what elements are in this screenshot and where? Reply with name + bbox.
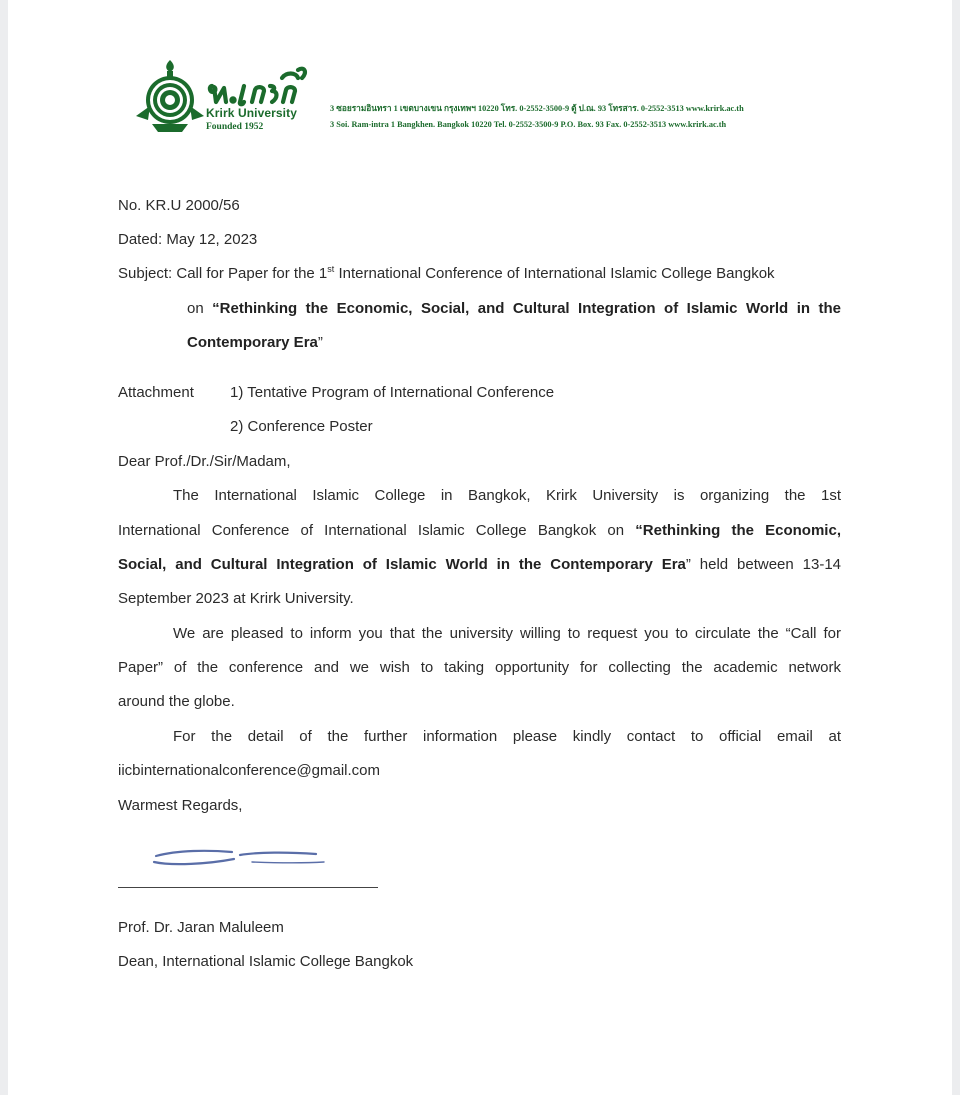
subject-on: on [187, 300, 213, 317]
subject-line-3 [187, 326, 323, 360]
letterhead [8, 0, 952, 150]
conference-theme: “Rethinking the Economic, Social, and Cultural Integration of Islamic World in the [212, 300, 841, 317]
conference-theme-end: Contemporary Era [187, 334, 318, 351]
letter-page [8, 0, 952, 1095]
signer-name: Prof. Dr. Jaran Maluleem [118, 919, 284, 936]
attachment-item-1: 1) Tentative Program of International Conference [230, 384, 555, 401]
p1-text: International Conference of International Islamic College Bangkok on [118, 522, 636, 539]
address-thai: 3 ซอยรามอินทรา 1 เขตบางเขน กรุงเทพฯ 10220 โทร. 0-2552-3500-9 ตู้ ป.ณ. 93 โทรสาร. 0-2552-3513 www.krirk.ac.th [330, 104, 744, 113]
university-thai-wordmark [206, 60, 310, 108]
paragraph-2-line-1: We are pleased to inform you that the university willing to request you to circulate the “Call for [173, 625, 841, 642]
subject-line-2 [187, 292, 841, 326]
university-name: Krirk University [206, 106, 297, 120]
attachment-item-2: 2) Conference Poster [230, 418, 373, 435]
subject-text-cont: International Conference of International Islamic College Bangkok [334, 265, 775, 282]
address-english: 3 Soi. Ram-intra 1 Bangkhen. Bangkok 10220 Tel. 0-2552-3500-9 P.O. Box. 93 Fax. 0-2552-3513 www.krirk.ac.th [330, 120, 727, 129]
university-seal-logo [134, 58, 206, 136]
subject-line [118, 257, 775, 291]
paragraph-1-line-3 [118, 548, 841, 582]
closing: Warmest Regards, [118, 797, 243, 814]
p1-dates: ” held between 13-14 [685, 556, 841, 573]
contact-email: iicbinternationalconference@gmail.com [118, 762, 381, 779]
paragraph-1-line-4: September 2023 at Krirk University. [118, 590, 354, 607]
paragraph-2-line-2: Paper” of the conference and we wish to taking opportunity for collecting the academic network [118, 659, 841, 676]
p1-theme-cont: Social, and Cultural Integration of Islamic World in the Contemporary Era [118, 556, 686, 573]
signer-title: Dean, International Islamic College Bangkok [118, 953, 414, 970]
founded-year: Founded 1952 [206, 122, 264, 132]
salutation: Dear Prof./Dr./Sir/Madam, [118, 453, 291, 470]
subject-superscript: st [327, 264, 335, 274]
handwritten-signature [148, 842, 348, 878]
signature-line [118, 887, 378, 888]
letter-date: Dated: May 12, 2023 [118, 231, 258, 248]
paragraph-3-line-1: For the detail of the further information please kindly contact to official email at [173, 728, 841, 745]
paragraph-2-line-3: around the globe. [118, 693, 235, 710]
subject-text: Subject: Call for Paper for the 1 [118, 265, 328, 282]
paragraph-1-line-2 [118, 514, 841, 548]
paragraph-1-line-1: The International Islamic College in Bangkok, Krirk University is organizing the 1st [173, 487, 841, 504]
attachment-label: Attachment [118, 384, 194, 401]
quote-close: ” [317, 334, 323, 351]
reference-number: No. KR.U 2000/56 [118, 197, 240, 214]
p1-theme: “Rethinking the Economic, [635, 522, 841, 539]
